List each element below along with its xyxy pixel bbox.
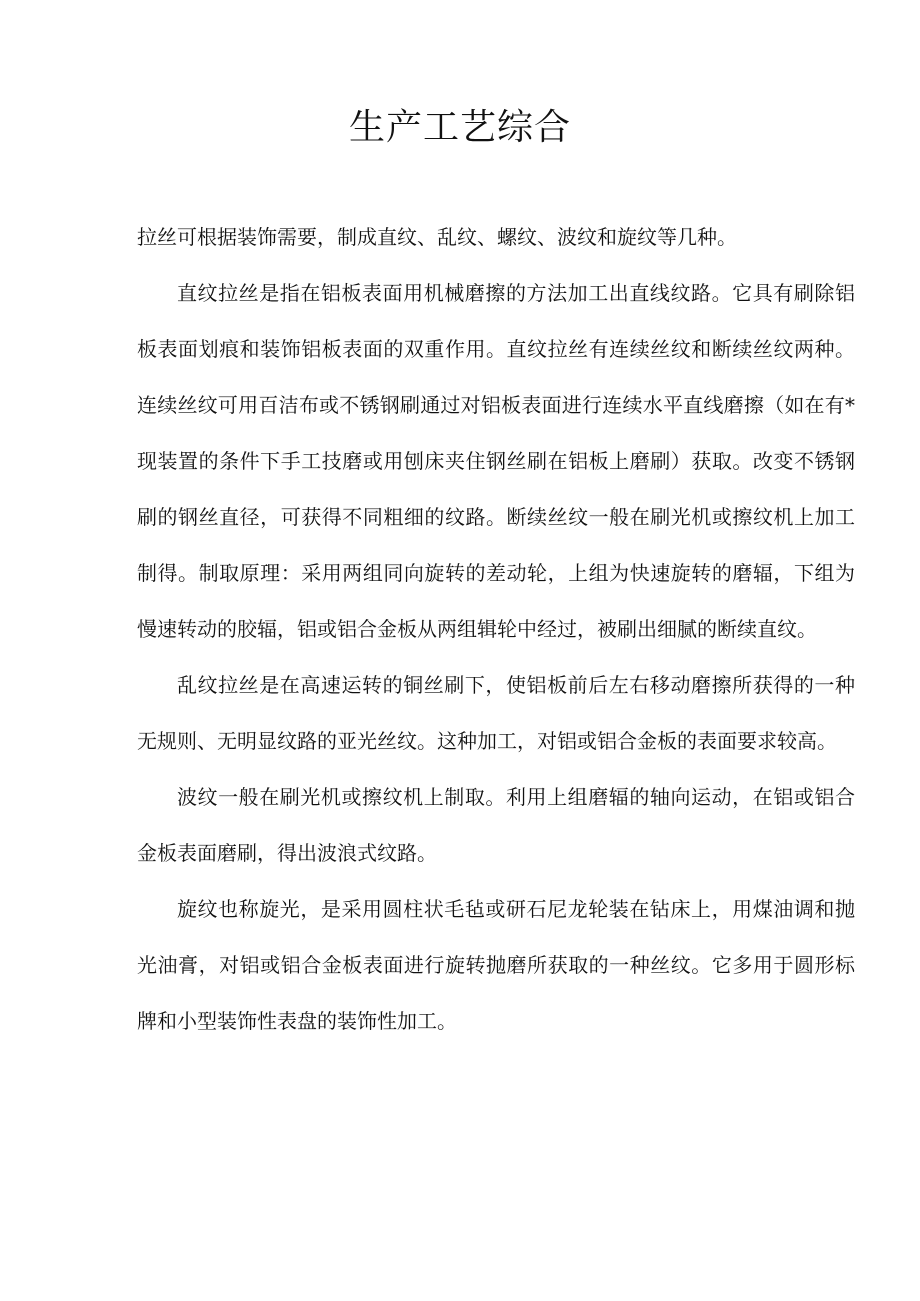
paragraph-straight-grain: 直纹拉丝是指在铝板表面用机械磨擦的方法加工出直线纹路。它具有刷除铝板表面划痕和装饰铝板表面的双重作用。直纹拉丝有连续丝纹和断续丝纹两种。连续丝纹可用百洁布或不锈钢刷通过对铝板表面进行连续水平直线磨擦（如在有*现装置的条件下手工技磨或用刨床夹住钢丝刷在铝板上磨刷）获取。改变不锈钢刷的钢丝直径，可获得不同粗细的纹路。断续丝纹一般在刷光机或擦纹机上加工制得。制取原理：采用两组同向旋转的差动轮，上组为快速旋转的磨辐，下组为慢速转动的胶辐，铝或铝合金板从两组辑轮中经过，被刷出细腻的断续直纹。	[137, 281, 855, 641]
paragraph-random-grain: 乱纹拉丝是在高速运转的铜丝刷下，使铝板前后左右移动磨擦所获得的一种无规则、无明显纹路的亚光丝纹。这种加工，对铝或铝合金板的表面要求较高。	[137, 673, 855, 753]
page-title: 生产工艺综合	[348, 107, 571, 148]
paragraph-intro: 拉丝可根据装饰需要，制成直纹、乱纹、螺纹、波纹和旋纹等几种。	[137, 225, 737, 249]
paragraph-wave-grain: 波纹一般在刷光机或擦纹机上制取。利用上组磨辐的轴向运动，在铝或铝合金板表面磨刷，得出波浪式纹路。	[137, 785, 855, 865]
document-body	[137, 209, 855, 1049]
paragraph-swirl-grain: 旋纹也称旋光，是采用圆柱状毛毡或研石尼龙轮装在钻床上，用煤油调和抛光油膏，对铝或铝合金板表面进行旋转抛磨所获取的一种丝纹。它多用于圆形标牌和小型装饰性表盘的装饰性加工。	[137, 897, 855, 1033]
